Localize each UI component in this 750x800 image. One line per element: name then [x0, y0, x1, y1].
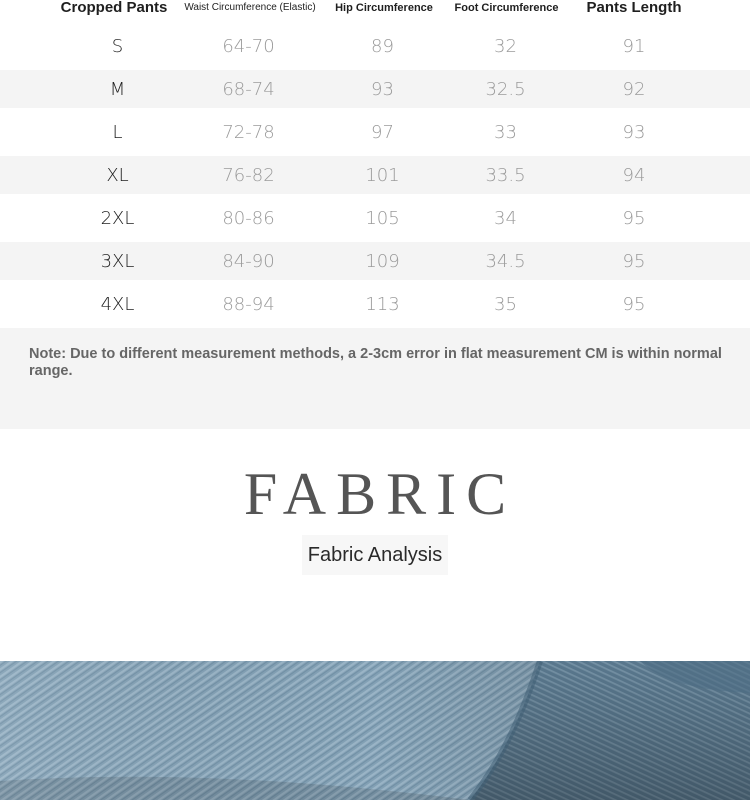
header-foot: Foot Circumference — [454, 2, 559, 14]
size-cell: XL — [106, 164, 129, 186]
waist-cell: 84-90 — [222, 250, 275, 272]
header-cropped-pants: Cropped Pants — [60, 0, 168, 16]
fabric-heading: FABRIC — [243, 461, 517, 527]
length-cell: 95 — [622, 207, 646, 229]
size-cell: 3XL — [100, 250, 135, 272]
waist-cell: 68-74 — [222, 78, 275, 100]
table-row — [0, 156, 750, 194]
waist-cell: 64-70 — [222, 35, 275, 57]
size-cell: M — [109, 78, 126, 100]
foot-cell: 33.5 — [485, 164, 526, 186]
denim-texture-image — [0, 661, 750, 800]
hip-cell: 109 — [365, 250, 400, 272]
foot-cell: 33 — [494, 121, 517, 143]
size-cell: 2XL — [100, 207, 135, 229]
length-cell: 95 — [622, 293, 646, 315]
length-cell: 93 — [622, 121, 646, 143]
size-cell: L — [112, 121, 123, 143]
hip-cell: 97 — [371, 121, 394, 143]
fabric-subtitle-box — [302, 535, 448, 575]
length-cell: 95 — [622, 250, 646, 272]
size-cell: S — [111, 35, 124, 57]
length-cell: 94 — [622, 164, 646, 186]
length-cell: 92 — [622, 78, 646, 100]
waist-cell: 88-94 — [222, 293, 275, 315]
hip-cell: 105 — [365, 207, 400, 229]
fabric-texture-photo — [0, 661, 750, 800]
length-cell: 91 — [622, 35, 646, 57]
size-cell: 4XL — [100, 293, 135, 315]
header-pants-length: Pants Length — [586, 0, 682, 16]
waist-cell: 80-86 — [222, 207, 275, 229]
table-row — [0, 22, 750, 70]
waist-cell: 76-82 — [222, 164, 275, 186]
foot-cell: 34.5 — [485, 250, 526, 272]
table-row — [0, 242, 750, 280]
table-row — [0, 194, 750, 242]
foot-cell: 32.5 — [485, 78, 526, 100]
header-hip: Hip Circumference — [335, 2, 433, 14]
hip-cell: 89 — [371, 35, 394, 57]
foot-cell: 34 — [494, 207, 517, 229]
hip-cell: 101 — [365, 164, 400, 186]
size-chart-table — [0, 22, 750, 328]
waist-cell: 72-78 — [222, 121, 275, 143]
header-waist: Waist Circumference (Elastic) — [184, 2, 316, 13]
table-row — [0, 280, 750, 328]
measurement-note: Note: Due to different measurement methods, a 2-3cm error in flat measurement CM is within normal range. — [29, 346, 722, 379]
measurement-note-band — [0, 328, 750, 429]
foot-cell: 35 — [494, 293, 517, 315]
foot-cell: 32 — [494, 35, 517, 57]
hip-cell: 113 — [365, 293, 400, 315]
size-chart-header — [0, 0, 750, 22]
table-row — [0, 108, 750, 156]
hip-cell: 93 — [371, 78, 394, 100]
fabric-subtitle: Fabric Analysis — [307, 544, 443, 566]
table-row — [0, 70, 750, 108]
